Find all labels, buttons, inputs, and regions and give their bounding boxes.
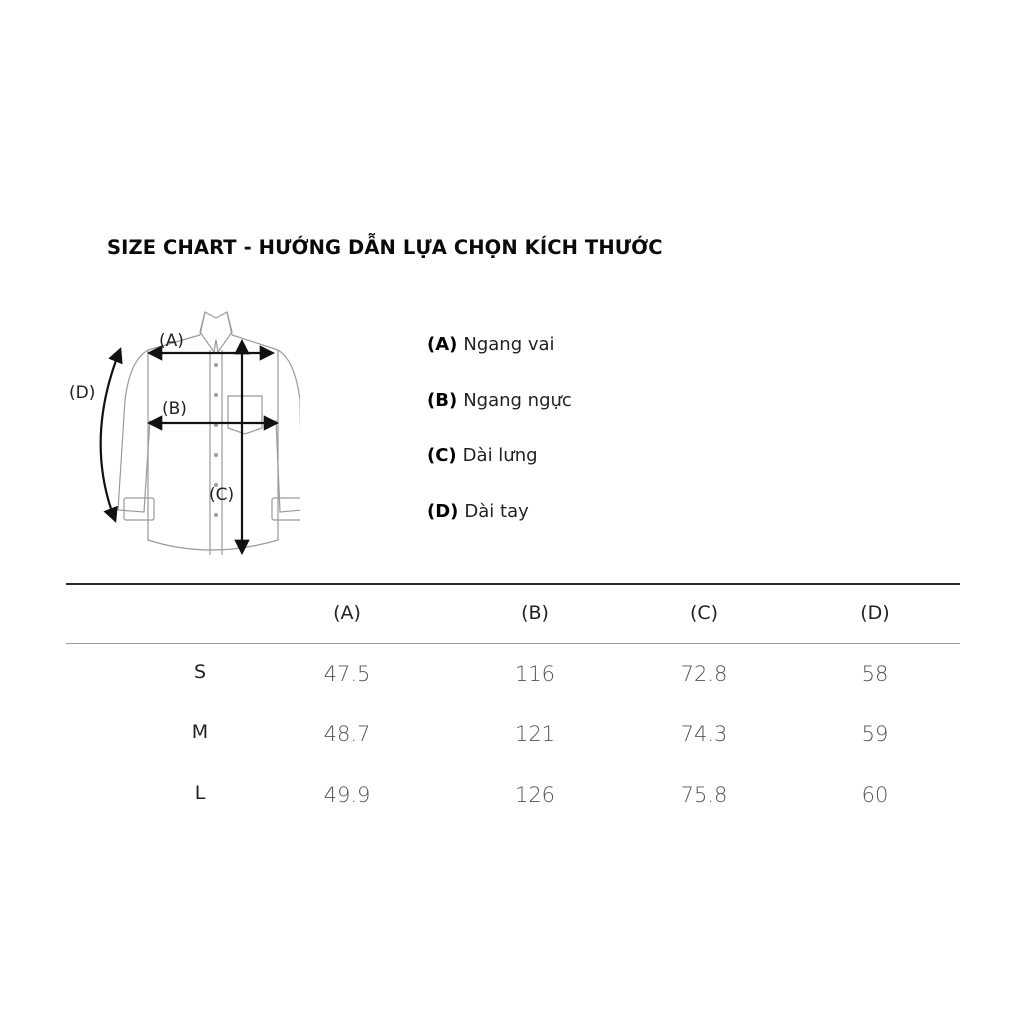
column-header-c: (C) <box>689 602 719 624</box>
row-size-label: M <box>191 721 209 743</box>
legend-code: (C) <box>427 445 457 466</box>
table-cell: 121 <box>514 722 556 746</box>
legend-label: Ngang ngực <box>463 390 572 411</box>
legend-code: (A) <box>427 334 458 355</box>
legend-label: Dài lưng <box>462 445 538 466</box>
page-title: SIZE CHART - HƯỚNG DẪN LỰA CHỌN KÍCH THƯỚC <box>107 236 663 259</box>
column-header-b: (B) <box>521 602 549 624</box>
legend-code: (B) <box>427 390 458 411</box>
table-cell: 58 <box>861 662 889 686</box>
column-header-d: (D) <box>860 602 890 624</box>
table-cell: 74.3 <box>680 722 728 746</box>
arrow-d <box>101 350 120 520</box>
table-cell: 72.8 <box>680 662 728 686</box>
table-top-rule <box>66 583 960 585</box>
legend-label: Dài tay <box>464 501 529 522</box>
legend-item-d <box>427 501 529 522</box>
row-size-label: L <box>194 782 206 804</box>
table-cell: 126 <box>514 783 556 807</box>
diagram-label-a: (A) <box>159 331 184 351</box>
shirt-outline <box>118 312 300 555</box>
diagram-label-b: (B) <box>162 399 187 419</box>
table-cell: 60 <box>861 783 889 807</box>
legend-item-b <box>427 390 572 411</box>
row-size-label: S <box>193 661 207 683</box>
table-cell: 47.5 <box>323 662 371 686</box>
table-header-rule <box>66 643 960 644</box>
legend-item-c <box>427 445 538 466</box>
legend-item-a <box>427 334 555 355</box>
table-cell: 116 <box>514 662 556 686</box>
shirt-diagram <box>60 300 300 570</box>
table-cell: 59 <box>861 722 889 746</box>
table-cell: 49.9 <box>323 783 371 807</box>
legend-label: Ngang vai <box>463 334 555 355</box>
table-cell: 48.7 <box>323 722 371 746</box>
table-cell: 75.8 <box>680 783 728 807</box>
column-header-a: (A) <box>333 602 361 624</box>
diagram-label-d: (D) <box>69 383 96 403</box>
diagram-label-c: (C) <box>209 485 235 505</box>
legend-code: (D) <box>427 501 459 522</box>
